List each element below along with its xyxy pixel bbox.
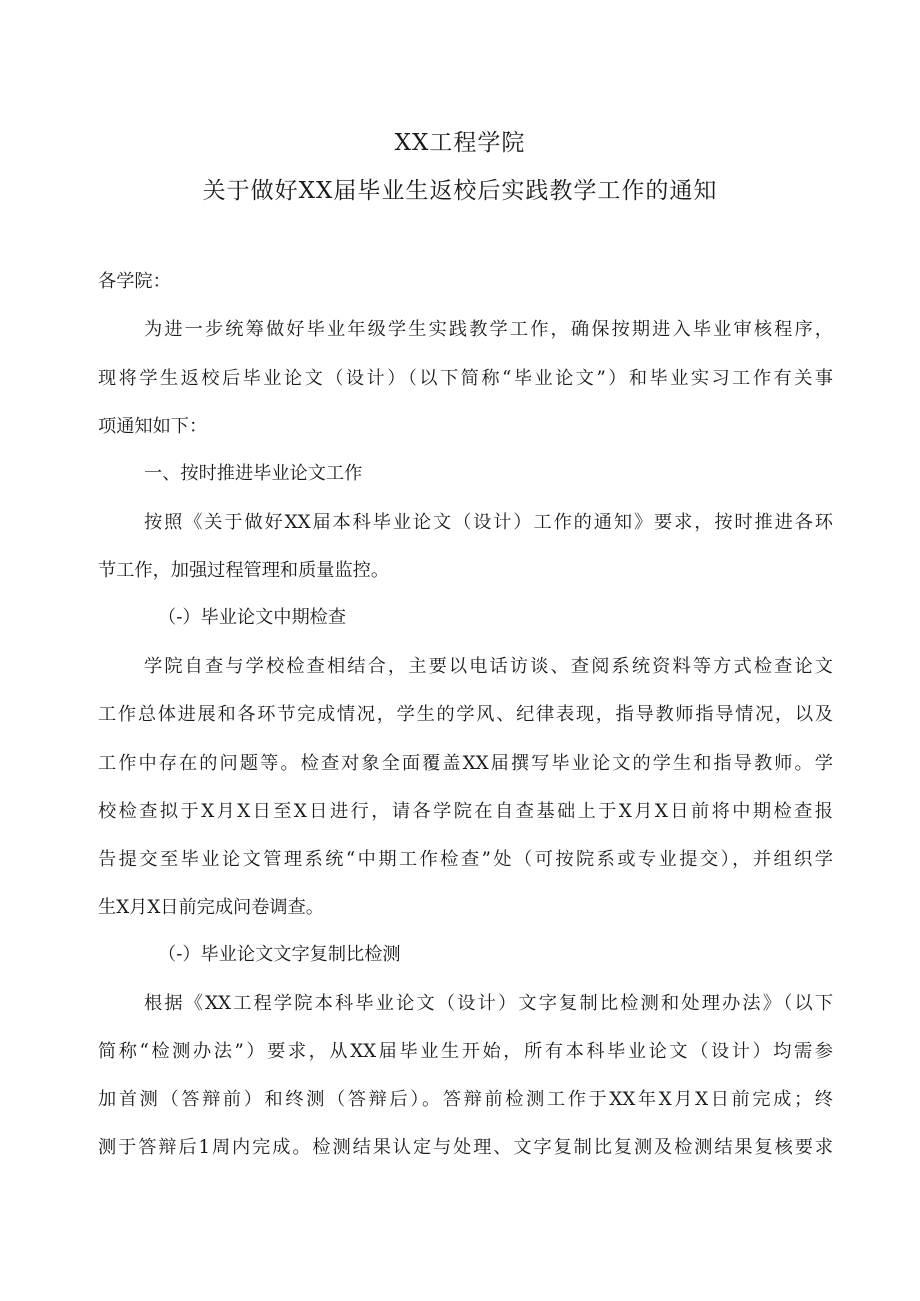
subsection-1-line-1: 学院自查与学校检查相结合，主要以电话访谈、查阅系统资料等方式检查论文 — [144, 656, 833, 677]
subsection-1-line-5: 告提交至毕业论文管理系统“中期工作检查”处（可按院系或专业提交），并组织学 — [98, 849, 833, 870]
subsection-2-line-4: 测于答辩后1周内完成。检测结果认定与处理、文字复制比复测及检测结果复核要求 — [98, 1137, 833, 1158]
salutation: 各学院： — [98, 271, 171, 292]
section-1-line-1: 按照《关于做好XX届本科毕业论文（设计）工作的通知》要求，按时推进各环 — [144, 512, 833, 533]
section-1-line-2: 节工作，加强过程管理和质量监控。 — [98, 560, 390, 581]
subsection-2-line-1: 根据《XX工程学院本科毕业论文（设计）文字复制比检测和处理办法》（以下 — [144, 993, 833, 1014]
subsection-1-heading: （-）毕业论文中期检查 — [158, 607, 347, 628]
subsection-2-line-3: 加首测（答辩前）和终测（答辩后）。答辩前检测工作于XX年X月X日前完成；终 — [98, 1089, 833, 1110]
subsection-1-line-3: 工作中存在的问题等。检查对象全面覆盖XX届撰写毕业论文的学生和指导教师。学 — [98, 753, 833, 774]
subsection-1-line-6: 生X月X日前完成问卷调查。 — [98, 897, 324, 918]
subsection-1-line-2: 工作总体进展和各环节完成情况，学生的学风、纪律表现，指导教师指导情况，以及 — [98, 704, 833, 725]
section-1-heading: 一、按时推进毕业论文工作 — [144, 463, 363, 484]
document-title-institution: XX工程学院 — [394, 130, 526, 156]
intro-line-1: 为进一步统筹做好毕业年级学生实践教学工作，确保按期进入毕业审核程序， — [144, 319, 833, 340]
subsection-2-line-2: 简称“检测办法”）要求，从XX届毕业生开始，所有本科毕业论文（设计）均需参 — [98, 1041, 833, 1062]
document-title-notice: 关于做好XX届毕业生返校后实践教学工作的通知 — [202, 178, 718, 204]
intro-line-3: 项通知如下： — [98, 416, 208, 437]
subsection-1-line-4: 校检查拟于X月X日至X日进行，请各学院在自查基础上于X月X日前将中期检查报 — [98, 801, 833, 822]
intro-line-2: 现将学生返校后毕业论文（设计）（以下简称“毕业论文”）和毕业实习工作有关事 — [98, 368, 833, 389]
subsection-2-heading: （-）毕业论文文字复制比检测 — [158, 944, 401, 965]
